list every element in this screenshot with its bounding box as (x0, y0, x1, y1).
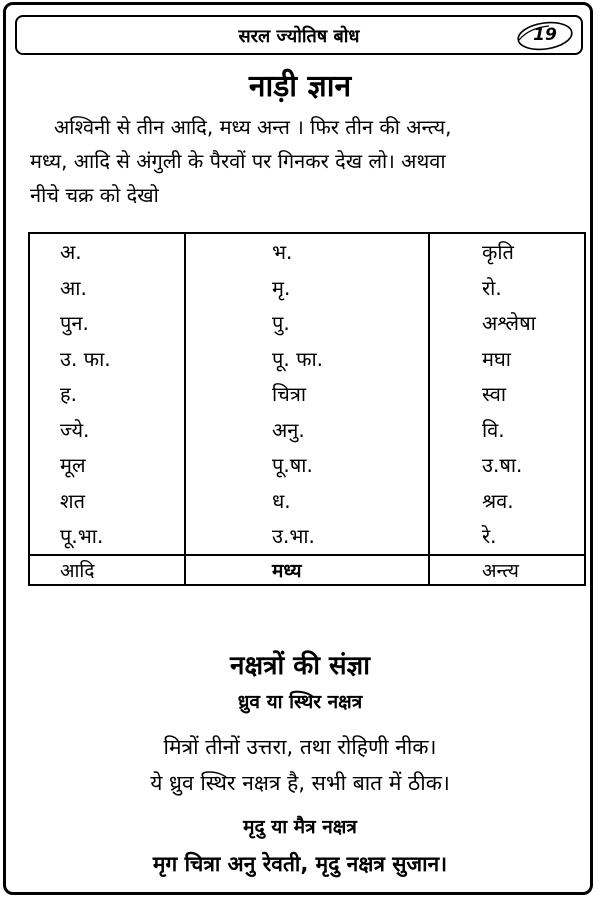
paragraph-line: मध्य, आदि से अंगुली के पैरवों पर गिनकर देख लो। अथवा (30, 149, 446, 173)
table-cell: पू.भा. (29, 518, 185, 555)
page-header (15, 15, 583, 55)
table-cell: मृ. (185, 270, 429, 306)
table-cell: भ. (185, 233, 429, 270)
table-cell: अ. (29, 233, 185, 270)
table-cell: रे. (482, 524, 497, 549)
table-cell: पू.षा. (185, 447, 429, 483)
table-cell: स्वा (482, 382, 507, 407)
footer-cell-antya: अन्त्य (429, 555, 585, 585)
table-row (29, 233, 585, 270)
intro-paragraph (30, 110, 580, 212)
table-cell: उ.भा. (185, 518, 429, 555)
paragraph-line: नीचे चक्र को देखो (30, 183, 159, 207)
table-row (29, 305, 585, 341)
table-cell: ध. (185, 483, 429, 519)
table-cell: उ.षा. (482, 453, 523, 478)
page-number-badge (515, 20, 575, 52)
table-row (29, 518, 585, 555)
table-cell: वि. (482, 417, 505, 442)
table-cell: चित्रा (185, 376, 429, 412)
table-row (29, 341, 585, 377)
verse-line: ये ध्रुव स्थिर नक्षत्र है, सभी बात में ठीक। (150, 771, 450, 795)
table-cell: उ. फा. (29, 341, 185, 377)
subheading-mridu: मृदु या मैत्र नक्षत्र (243, 816, 357, 838)
page-number: 19 (533, 25, 557, 45)
section-title-nakshatra-sangya: नक्षत्रों की संज्ञा (230, 651, 370, 681)
table-cell: मघा (482, 346, 511, 371)
section-title-nadi-gyan: नाड़ी ज्ञान (248, 69, 352, 104)
table-row (29, 376, 585, 412)
table-cell: पु. (185, 305, 429, 341)
table-cell: ह. (29, 376, 185, 412)
footer-cell-adi: आदि (29, 555, 185, 585)
table-cell: कृति (482, 240, 514, 265)
verse-line: मृग चित्रा अनु रेवती, मृदु नक्षत्र सुजान। (152, 852, 448, 876)
table-row (29, 447, 585, 483)
table-cell: मूल (29, 447, 185, 483)
table-cell: रो. (482, 275, 502, 300)
table-cell: पुन. (29, 305, 185, 341)
table-cell: अनु. (185, 412, 429, 448)
verse-line: मित्रों तीनों उत्तरा, तथा रोहिणी नीक। (163, 735, 437, 759)
table-cell: श्रव. (482, 488, 514, 513)
table-cell: ज्ये. (29, 412, 185, 448)
subheading-dhruv: ध्रुव या स्थिर नक्षत्र (237, 691, 363, 713)
table-cell: अश्लेषा (482, 311, 536, 336)
footer-cell-madhya: मध्य (185, 555, 429, 585)
table-row (29, 412, 585, 448)
table-footer-row (29, 555, 585, 585)
paragraph-line: अश्विनी से तीन आदि, मध्य अन्त । फिर तीन की अन्त्य, (54, 115, 452, 139)
table-cell: शत (29, 483, 185, 519)
book-title: सरल ज्योतिष बोध (238, 26, 360, 47)
table-cell: आ. (29, 270, 185, 306)
nadi-table (28, 232, 586, 586)
table-row (29, 483, 585, 519)
table-row (29, 270, 585, 306)
table-cell: पू. फा. (185, 341, 429, 377)
